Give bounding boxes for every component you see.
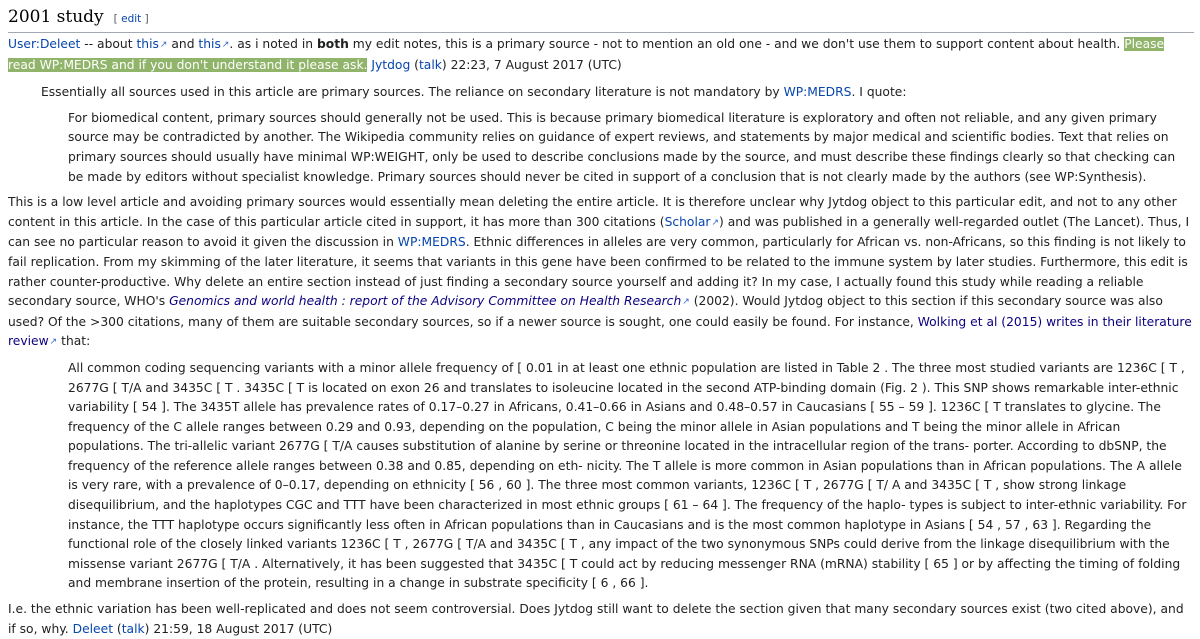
- wolking-review-link[interactable]: Wolking et al (2015) writes in their literature review ↗: [8, 315, 1192, 349]
- comment-text: my edit notes, this is a primary source - not to mention an old one - and we don't use them to support content about health.: [348, 37, 1125, 51]
- scholar-link[interactable]: Scholar ↗: [665, 215, 719, 229]
- talk-jytdog-link[interactable]: talk: [418, 57, 442, 72]
- user-jytdog-link[interactable]: Jytdog: [371, 57, 411, 72]
- diff-link-2[interactable]: this ↗: [198, 37, 229, 51]
- quote-medrs: For biomedical content, primary sources should generally not be used. This is because primary biomedical literature is exploratory and often not reliable, and any given primary source may be contradicted by another. The Wikipedia community relies on guidance of expert reviews, and statements by major medical and scientific bodies. Text that relies on primary sources should usually have minimal WP:WEIGHT, only be used to describe conclusions made by the source, and must describe these findings clearly so that checking can be made by editors without specialist knowledge. Primary sources should never be cited in support of a conclusion that is not clearly made by the authors (see WP:Synthesis).: [68, 110, 1176, 184]
- comment-deleet-closing: [8, 600, 1194, 639]
- comment-deleet-body: [8, 193, 1194, 353]
- who-report-link[interactable]: Genomics and world health : report of the Advisory Committee on Health Research ↗: [169, 294, 690, 308]
- section-title: 2001 study: [8, 7, 104, 27]
- comment-jytdog: [8, 35, 1194, 75]
- comment-text: (: [410, 57, 419, 72]
- edit-section-link[interactable]: edit: [121, 13, 142, 25]
- section-heading-row: [8, 0, 1194, 33]
- comment-text: that:: [57, 334, 91, 349]
- comment-text: . as i noted in: [229, 37, 317, 51]
- comment-text: This is a low level article and avoiding primary sources would essentially mean deleting the entire article. It is therefore unclear why Jytdog object to this particular edit, and not to any other content in this article. In the case of this particular article cited in support, it has more than 300 citations (: [8, 195, 1177, 229]
- comment-text: (2002). Would Jytdog object to this section if this secondary source was also used? Of the >300 citations, many of them are suitable secondary sources, so if a newer source is sought, one could easily be found. For instance,: [8, 294, 1163, 329]
- comment-text: -- about: [80, 37, 137, 51]
- comment-text: (: [113, 621, 122, 636]
- comment-text: Essentially all sources used in this article are primary sources. The reliance on secondary literature is not mandatory by: [41, 85, 784, 100]
- comment-text: ) and was published in a generally well-regarded outlet (The Lancet). Thus, I can see no particular reason to avoid it given the discussion in: [8, 214, 1190, 250]
- highlighted-text: Please read WP:MEDRS and if you don't understand it please ask.: [8, 37, 1165, 72]
- bold-text: both: [316, 37, 349, 51]
- edit-section: [114, 9, 149, 29]
- comment-text: I.e. the ethnic variation has been well-replicated and does not seem controversial. Does Jytdog still want to delete the section given that many secondary sources exist (two cited above), and if so, why.: [8, 602, 1184, 636]
- wp-medrs-link[interactable]: WP:MEDRS: [783, 85, 852, 100]
- comment-text: . Ethnic differences in alleles are very common, particularly for African vs. non-Africans, so this finding is not likely to fail replication. From my skimming of the later literature, it seems that variants in this gene have been confirmed to be related to the immune system by later studies. Furthermore, this edit is rather counter-productive. Why delete an entire section instead of just finding a secondary source yourself and adding it? In my case, I actually found this study while reading a reliable secondary source, WHO's: [8, 235, 1188, 309]
- talk-deleet-link[interactable]: talk: [121, 621, 145, 636]
- edit-bracket-open: [: [113, 13, 118, 25]
- comment-text: and: [167, 37, 199, 51]
- comment-deleet-reply: [41, 83, 1194, 103]
- signature-timestamp: ) 22:23, 7 August 2017 (UTC): [441, 57, 622, 72]
- user-deleet-sig-link[interactable]: Deleet: [72, 621, 114, 636]
- quote-wolking: All common coding sequencing variants with a minor allele frequency of [ 0.01 in at least one ethnic population are listed in Table 2 . The three most studied variants are 1236C [ T , 2677G [ T/A and 3435C [ T . 3435C [ T is located on exon 26 and translates to isoleucine located in the second ATP-binding domain (Fig. 2 ). This SNP shows remarkable inter-ethnic variability [ 54 ]. The 3435T allele has prevalence rates of 0.17–0.27 in Africans, 0.41–0.66 in Asians and 0.48–0.57 in Caucasians [ 55 – 59 ]. 1236C [ T translates to glycine. The frequency of the C allele ranges between 0.29 and 0.93, depending on the population, C being the minor allele in Asian populations and T being the minor allele in African populations. The tri-allelic variant 2677G [ T/A causes substitution of alanine by serine or threonine located in the intracellular region of the trans- porter. According to dbSNP, the frequency of the reference allele ranges between 0.38 and 0.85, depending on eth- nicity. The T allele is more common in Asian populations than in African populations. The A allele is very rare, with a prevalence of 0–0.17, depending on ethnicity [ 56 , 60 ]. The three most common variants, 1236C [ T , 2677G [ T/ A and 3435C [ T , show strong linkage disequilibrium, and the haplotypes CGC and TTT have been characterized in most ethnic groups [ 61 – 64 ]. The frequency of the haplo- types is subject to inter-ethnic variability. For instance, the TTT haplotype occurs significantly less often in African populations than in Caucasians and is the most common haplotype in Asians [ 54 , 57 , 63 ]. Regarding the functional role of the closely linked variants 1236C [ T , 2677G [ T/A and 3435C [ T , any impact of the two synonymous SNPs could derive from the linkage disequilibrium with the missense variant 2677G [ T/A . Alternatively, it has been suggested that 3435C [ T could act by reducing messenger RNA (mRNA) stability [ 65 ] or by affecting the timing of folding and membrane insertion of the protein, resulting in a change in substrate specificity [ 6 , 66 ].: [68, 360, 1187, 591]
- comment-text: . I quote:: [851, 85, 907, 100]
- wp-medrs-link-2[interactable]: WP:MEDRS: [397, 235, 466, 250]
- diff-link-1[interactable]: this ↗: [136, 37, 167, 51]
- signature-timestamp: ) 21:59, 18 August 2017 (UTC): [144, 621, 333, 636]
- edit-bracket-close: ]: [144, 13, 149, 25]
- user-deleet-link[interactable]: User:Deleet: [8, 37, 81, 51]
